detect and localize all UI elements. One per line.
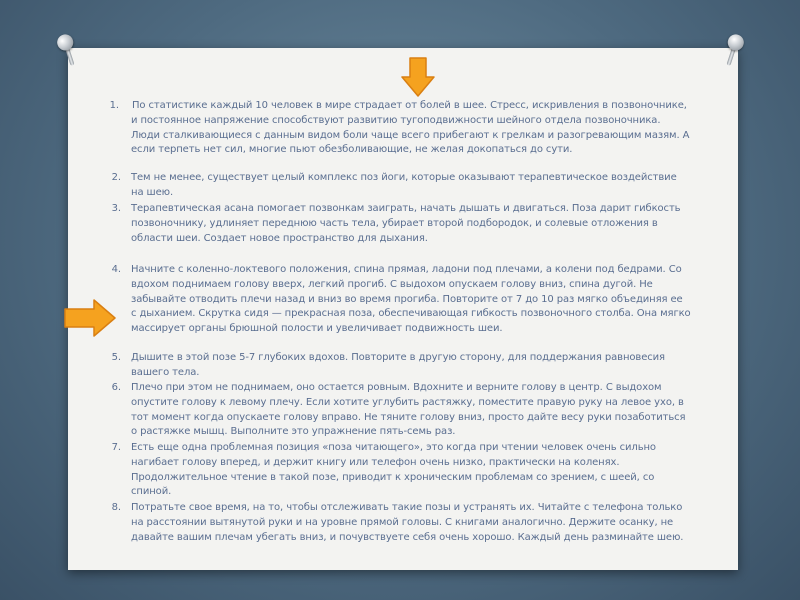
list-text: Потратьте свое время, на то, чтобы отслеживать такие позы и устранять их. Читайте с телефона только на расстоянии вытянутой руки и на уровне прямой головы. С книгами аналогично. Держите осанку, не давайте вашим плечам убегать вниз, и почувствуете себя очень хорошо. Каждый день разминайте шею. xyxy=(131,502,684,543)
list-number: 4. xyxy=(111,264,121,275)
list-number: 1. xyxy=(109,100,119,111)
list-text: Терапевтическая асана помогает позвонкам заиграть, начать дышать и двигаться. Поза дарит гибкость позвоночнику, удлиняет переднюю часть тела, убирает второй подбородок, и солевые отложения в области шеи. Создает новое пространство для дыхания. xyxy=(131,203,681,244)
list-number: 5. xyxy=(111,352,121,363)
list-text: Тем не менее, существует целый комплекс поз йоги, которые оказывают терапевтическое воздействие на шею. xyxy=(131,172,677,198)
list-text: Плечо при этом не поднимаем, оно остается ровным. Вдохните и верните голову в центр. С выдохом опустите голову к левому плечу. Если хотите углубить растяжку, поместите правую руку на левое ухо, в тот момент когда опускаете голову вправо. Не тяните голову вниз, просто дайте весу руки позаботиться о растяжке мышц. Выполните это упражнение пять-семь раз. xyxy=(131,382,686,438)
list-text: Есть еще одна проблемная позиция «поза читающего», это когда при чтении человек очень сильно нагибает голову вперед, и держит книгу или телефон очень низко, практически на коленях. Продолжительное чтение в такой позе, приводит к хроническим проблемам со зрением, с шеей, со спиной. xyxy=(131,442,656,498)
list-text: По статистике каждый 10 человек в мире страдает от болей в шее. Стресс, искривления в позвоночнике, и постоянное напряжение способствуют развитию тугоподвижности шейного отдела позвоночника. Люди сталкивающиеся с данным видом боли чаще всего прибегают к грелкам и разогревающим мазям. А если терпеть нет сил, многие пьют обезболивающие, не желая докопаться до сути. xyxy=(131,100,690,156)
list-text: Дышите в этой позе 5-7 глубоких вдохов. Повторите в другую сторону, для поддержания равновесия вашего тела. xyxy=(131,352,665,378)
list-number: 2. xyxy=(111,172,121,183)
list-number: 8. xyxy=(111,502,121,513)
list-number: 3. xyxy=(111,203,121,214)
list-number: 6. xyxy=(111,382,121,393)
list-number: 7. xyxy=(111,442,121,453)
arrow-right-icon xyxy=(64,299,116,337)
list-text: Начните с коленно-локтевого положения, спина прямая, ладони под плечами, а колени под бедрами. Со вдохом поднимаем голову вверх, легкий прогиб. С выдохом опускаем голову вниз, спина дугой. Не забывайте отводить плечи назад и вниз во время прогиба. Повторите от 7 до 10 раз мягко объединяя ее с дыханием. Скрутка сидя — прекрасная поза, обеспечивающая гибкость позвоночного столба. Она мягко массирует органы брюшной полости и увеличивает подвижность шеи. xyxy=(131,264,691,335)
arrow-down-icon xyxy=(401,57,435,97)
